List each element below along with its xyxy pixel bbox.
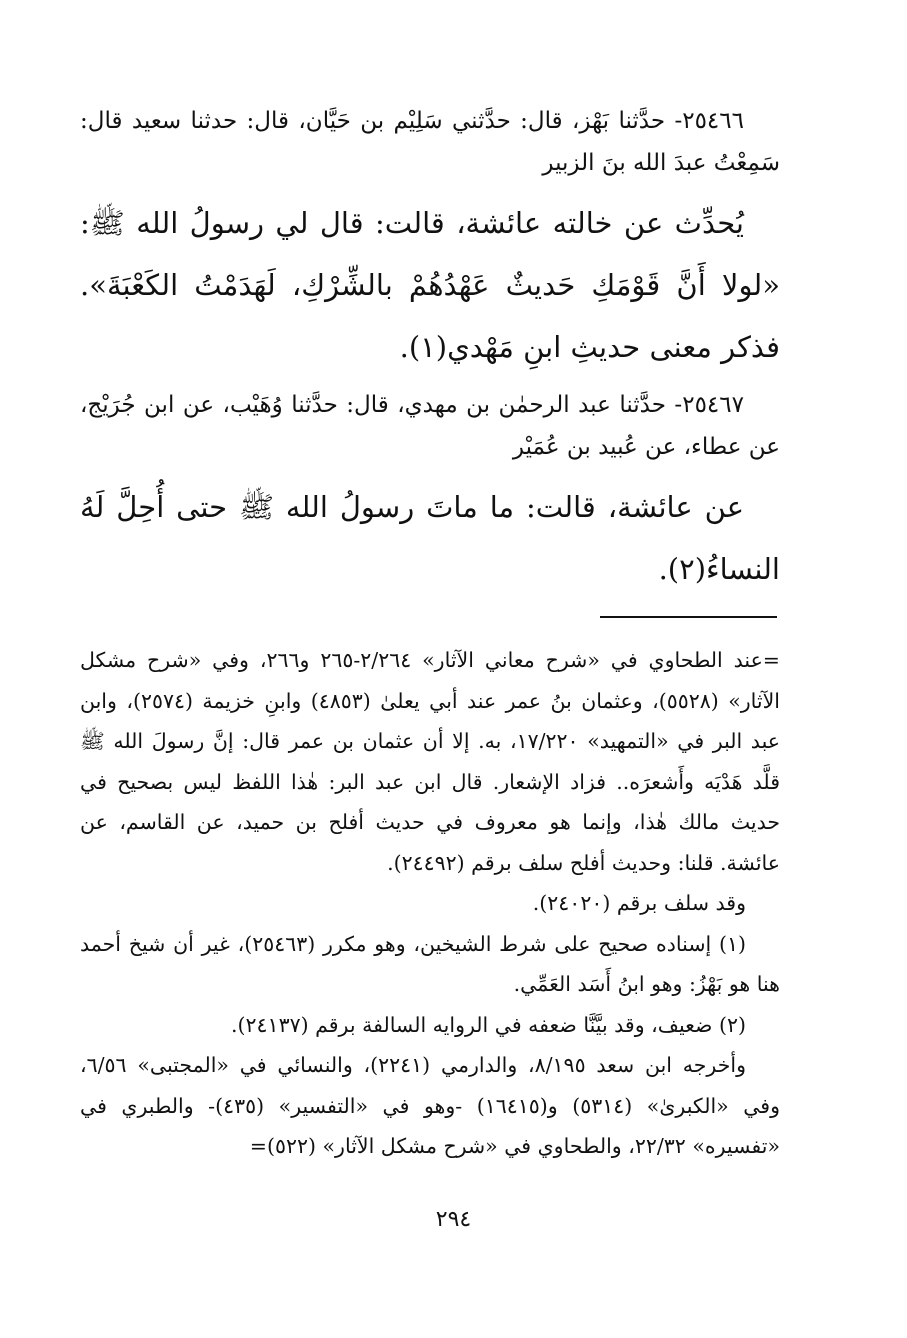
footnotes <box>80 640 780 1167</box>
footnote-continuation-end: وقد سلف برقم (٢٤٠٢٠). <box>532 891 746 915</box>
footnote-1: (١) إسناده صحيح على شرط الشيخين، وهو مكرر (٢٥٤٦٣)، غير أن شيخ أحمد هنا هو بَهْزُ: وهو ابنُ أَسَد العَمِّي. <box>80 931 780 996</box>
hadith-25467-matn: عن عائشة، قالت: ما ماتَ رسولُ الله ﷺ حتى أُحِلَّ لَهُ النساءُ(٢). <box>80 490 780 586</box>
footnote-separator <box>600 616 777 618</box>
hadith-25466-isnad: ٢٥٤٦٦- حدَّثنا بَهْز، قال: حدَّثني سَلِيْم بن حَيَّان، قال: حدثنا سعيد قال: سَمِعْتُ عبدَ الله بنَ الزبير <box>80 108 780 176</box>
hadith-25466-matn: يُحدِّث عن خالته عائشة، قالت: قال لي رسولُ الله ﷺ: «لولا أَنَّ قَوْمَكِ حَديثٌ عَهْدُهُمْ بالشِّرْكِ، لَهَدَمْتُ الكَعْبَةَ». فذكر معنى حديثِ ابنِ مَهْدي(١). <box>80 206 780 364</box>
footnote-2: (٢) ضعيف، وقد بيَّنَّا ضعفه في الروايه السالفة برقم (٢٤١٣٧). <box>231 1012 746 1037</box>
footnote-continuation: =عند الطحاوي في «شرح معاني الآثار» ٢/٢٦٤-٢٦٥ و٢٦٦، وفي «شرح مشكل الآثار» (٥٥٢٨)، وعثمان بنُ عمر عند أبي يعلىٰ (٤٨٥٣) وابنِ خزيمة (٢٥٧٤)، وابن عبد البر في «التمهيد» ١٧/٢٢٠، به. إلا أن عثمان بن عمر قال: إنَّ رسولَ الله ﷺ قلَّد هَدْيَه وأَشعرَه.. فزاد الإشعار. قال ابن عبد البر: هٰذا اللفظ ليس بصحيح في حديث مالك هٰذا، وإنما هو معروف في حديث أفلح بن حميد، عن القاسم، عن عائشة. قلنا: وحديث أفلح سلف برقم (٢٤٤٩٢). <box>80 648 780 875</box>
page-number: ٢٩٤ <box>435 1207 472 1232</box>
hadith-25467-isnad: ٢٥٤٦٧- حدَّثنا عبد الرحمٰن بن مهدي، قال: حدَّثنا وُهَيْب، عن ابن جُرَيْج، عن عطاء، عن عُبيد بن عُمَيْر <box>80 392 780 460</box>
main-text <box>80 100 780 600</box>
footnote-2-continuation: وأخرجه ابن سعد ٨/١٩٥، والدارمي (٢٢٤١)، والنسائي في «المجتبى» ٦/٥٦، وفي «الكبرىٰ» (٥٣١٤) و(١٦٤١٥) -وهو في «التفسير» (٤٣٥)- والطبري في «تفسيره» ٢٢/٣٢، والطحاوي في «شرح مشكل الآثار» (٥٢٢)= <box>80 1053 780 1158</box>
